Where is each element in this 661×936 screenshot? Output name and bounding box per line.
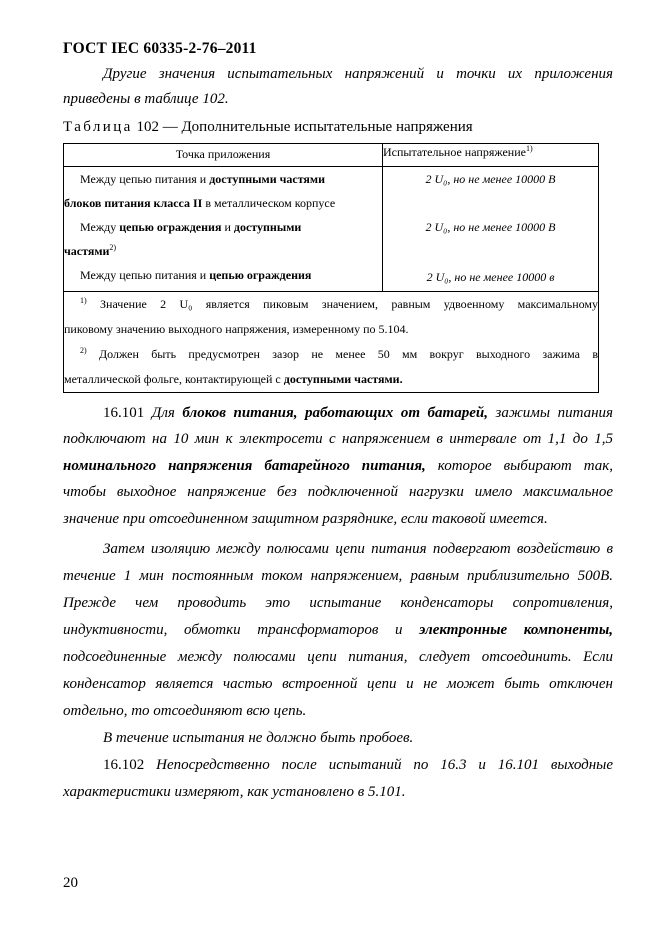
test-voltage-table [63,143,599,393]
col-header-test-voltage: Испытательное напряжение$^{1)}$ [383,144,599,167]
note-2-line-1: $^{2)}$ Должен быть предусмотрен зазор не менее 50 мм вокруг выходного зажима в [80,346,598,361]
application-points-cell [64,167,383,292]
table-caption-text: 102 — Дополнительные испытательные напряжения [136,119,473,135]
table-notes-row [64,292,599,393]
row2-line2: частями$^{2)}$ [64,243,117,258]
clause-16102-line-1: 16.102 Непосредственно после испытаний по 16.3 и 16.101 выходные [103,757,613,773]
insulation-line-6: конденсатор является частью встроенной цепи и не может быть отключен [63,676,613,692]
intro-line-1: Другие значения испытательных напряжений и точки их приложения [103,66,613,82]
note-1-line-1: $^{1)}$ Значение 2 U₀ является пиковым значением, равным удвоенному максимальному [80,296,598,311]
page-number: 20 [63,875,78,891]
table-header-row [64,144,599,167]
table-caption-prefix: Таблица [63,119,133,135]
document-header: ГОСТ IEC 60335-2-76–2011 [63,40,257,57]
clause-16101-line-2: подключают на 10 мин к электросети с напряжением в интервале от 1,1 до 1,5 [63,431,613,447]
note-1-line-2: пиковому значению выходного напряжения, измеренному по 5.104. [64,322,409,336]
table-body-row [64,167,599,292]
clause-16101-line-5: значение при отсоединенном защитном разряднике, если таковой имеется. [63,511,548,527]
clause-16101-line-3: номинального напряжения батарейного питания, которое выбирают так, [63,458,613,474]
insulation-line-4: индуктивности, обмотки трансформаторов и электронные компоненты, [63,622,614,638]
row2-voltage: 2 U₀, но не менее 10000 В [425,220,556,234]
breakdown-paragraph: В течение испытания не должно быть пробоев. [103,730,414,746]
insulation-line-2: течение 1 мин постоянным током напряжением, равным приблизительно 500В. [63,568,613,584]
clause-16101-line-4: чтобы выходное напряжение без подключенной нагрузки имело максимальное [63,484,613,500]
insulation-line-1: Затем изоляцию между полюсами цепи питания подвергают воздействию в [103,541,613,557]
row3-voltage: 2 U₀, но не менее 10000 в [426,270,555,284]
row2-line1: Между цепью ограждения и доступными [80,220,302,234]
note-2-line-2: металлической фольге, контактирующей с доступными частями. [64,372,403,386]
insulation-line-3: Прежде чем проводить это испытание конденсаторы сопротивления, [63,595,613,611]
clause-16102-line-2: характеристики измеряют, как установлено в 5.101. [63,784,406,800]
row3-line1: Между цепью питания и цепью ограждения [80,268,312,282]
voltages-cell [383,167,599,292]
row1-line2: блоков питания класса II в металлическом корпусе [64,196,336,210]
insulation-line-5: подсоединенные между полюсами цепи питания, следует отсоединить. Если [63,649,613,665]
row1-line1: Между цепью питания и доступными частями [80,172,326,186]
insulation-line-7: отдельно, то отсоединяют всю цепь. [63,703,307,719]
col-header-application-point: Точка приложения [64,144,383,167]
intro-line-2: приведены в таблице 102. [63,91,229,107]
clause-16101-line-1: 16.101 Для блоков питания, работающих от батарей, зажимы питания [103,405,614,421]
table-caption [63,119,473,136]
table-notes [64,292,599,393]
row1-voltage: 2 U₀, но не менее 10000 В [425,172,556,186]
